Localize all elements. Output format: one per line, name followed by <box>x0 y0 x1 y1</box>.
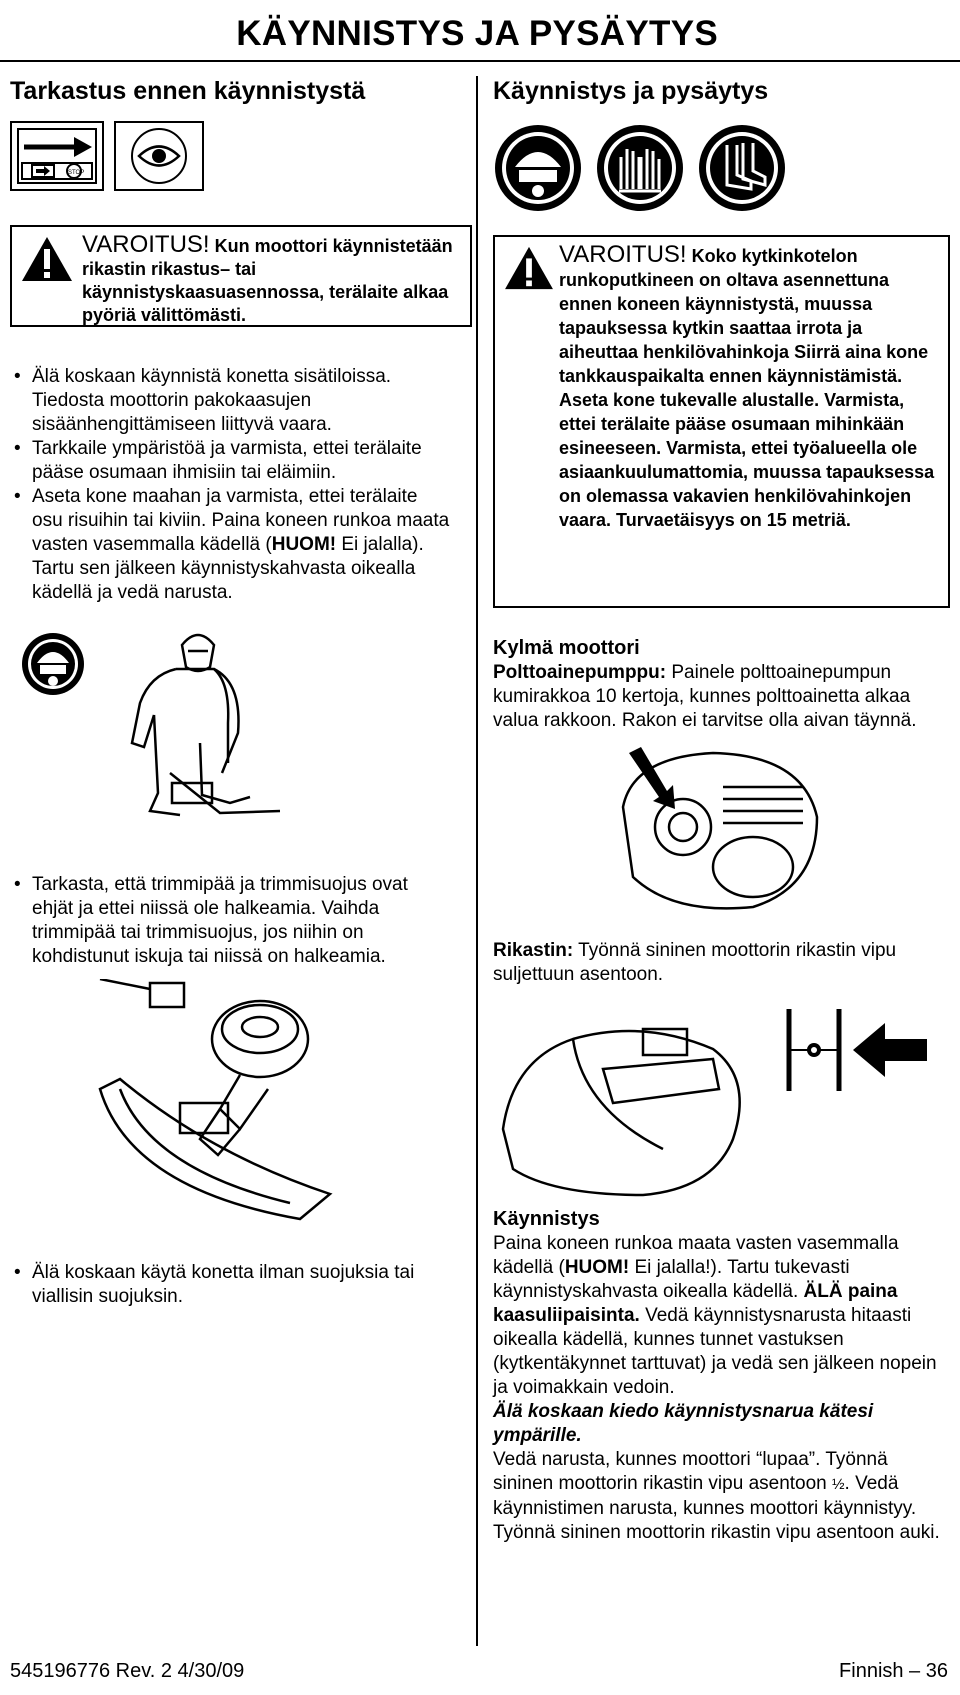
page-title: KÄYNNISTYS JA PYSÄYTYS <box>236 14 718 53</box>
warning-text-first: Koko kytkinkotelon <box>691 246 858 267</box>
note-label: HUOM! <box>564 1257 630 1279</box>
list-item: • Tarkkaile ympäristöä ja varmista, ettei terälaite pääse osumaan ihmisiin tai eläimiin. <box>10 437 450 485</box>
helmet-protection-icon <box>20 631 86 697</box>
rope-warning: Älä koskaan kiedo käynnistysnarua kätesi ympärille. <box>493 1401 874 1447</box>
fuel-pump-instructions: Painele polttoainepumpun kumirakkoa 10 kertoja, kunnes polttoainetta alkaa valua rakkoon. Rakon ei tarvitse olla aivan täynnä. <box>493 662 917 732</box>
ppe-icon-row <box>493 123 948 219</box>
list-item: • Älä koskaan käytä konetta ilman suojuksia tai viallisin suojuksin. <box>10 1261 450 1309</box>
header-rule <box>0 60 960 62</box>
warning-label: VAROITUS! <box>559 241 687 269</box>
boots-icon <box>697 123 787 213</box>
page-number: Finnish – 36 <box>839 1660 948 1682</box>
cold-engine-heading: Kylmä moottori <box>493 637 640 660</box>
starting-text-part: . Vedä käynnistimen narusta, kunnes moottori käynnistyy. Työnnä sininen moottorin rikastin vipu asentoon auki. <box>493 1473 940 1544</box>
left-column <box>10 70 465 1309</box>
checklist <box>10 365 450 605</box>
choke-illustration <box>493 999 948 1199</box>
primer-illustration <box>493 747 948 917</box>
list-item: • Älä koskaan käynnistä konetta sisätiloissa. Tiedosta moottorin pakokaasujen sisäänhengittämiseen liittyvä vaara. <box>10 365 450 437</box>
column-divider <box>476 76 478 1646</box>
warning-text: käynnistetään rikastin rikastus– tai käynnistyskaasuasennossa, terälaite alkaa pyöriä välittömästi. <box>82 236 453 326</box>
fuel-pump-text <box>493 661 948 733</box>
bullet-text: Aseta kone maahan ja varmista, ettei terälaite osu risuihin tai kiviin. Paina koneen runkoa maata vasten vasemmalla kädellä ( <box>32 486 450 556</box>
right-heading: Käynnistys ja pysäytys <box>493 77 769 105</box>
starting-text-part: Ei jalalla!). Tartu tukevasti käynnistyskahvasta oikealla kädellä. <box>493 1257 850 1303</box>
eye-icon <box>114 121 204 191</box>
warning-text-first: Kun moottori <box>214 236 328 257</box>
warning-text: runkoputkineen on oltava asennettuna ennen koneen käynnistystä, muussa tapauksessa kytkin saattaa irrota ja aiheuttaa henkilövahinkoja Siirrä aina kone tankkauspaikalta ennen käynnistämistä. Aseta kone tukevalle alustalle. Varmista, ettei terälaite pääse osumaan mihinkään esineeseen. Varmista, ettei työalueella ole asiaankuulumattomia, muussa tapauksessa on olemassa vakavien henkilövahinkojen vaara. Turvaetäisyys on 15 metriä. <box>559 270 935 531</box>
throttle-warning: ÄLÄ paina kaasuliipaisinta. <box>493 1281 898 1327</box>
svg-text:STOP: STOP <box>68 170 85 177</box>
read-manual-icon <box>10 121 104 191</box>
document-id: 545196776 Rev. 2 4/30/09 <box>10 1660 245 1682</box>
icon-row <box>10 121 465 195</box>
starting-text-part: Paina koneen runkoa maata vasten vasemmalla kädellä ( <box>493 1233 899 1279</box>
half-symbol: ½ <box>832 1476 845 1494</box>
choke-label: Rikastin: <box>493 940 574 962</box>
helmet-ear-eye-protection-icon <box>493 123 583 213</box>
operator-illustration <box>10 623 465 843</box>
starting-text-2 <box>493 1448 948 1545</box>
starting-text-part: Vedä käynnistysnarusta hitaasti oikealla kädellä, kunnes tunnet vastuksen (kytkentäkynnet tarttuvat) ja vedä sen jälkeen nopein ja voimakkain vedoin. <box>493 1305 937 1399</box>
list-item: • Tarkasta, että trimmipää ja trimmisuojus ovat ehjät ja ettei niissä ole halkeamia. Vaihda trimmipää tai trimmisuojus, jos niihin on kohdistunut iskuja tai niissä on halkeamia. <box>10 873 450 969</box>
choke-text <box>493 939 948 987</box>
checklist-trimmer <box>10 873 450 969</box>
operator-figure <box>110 623 290 833</box>
warning-triangle-icon <box>20 235 74 283</box>
choke-position-symbol <box>789 1009 927 1091</box>
warning-label: VAROITUS! <box>82 231 210 259</box>
checklist-guards <box>10 1261 450 1309</box>
warning-triangle-icon <box>503 245 555 291</box>
starting-section <box>493 1207 948 1545</box>
bullet-text: Ei jalalla). Tartu sen jälkeen käynnistyskahvasta oikealla kädellä ja vedä narusta. <box>32 534 424 604</box>
gloves-icon <box>595 123 685 213</box>
starting-text <box>493 1232 948 1400</box>
note-label: HUOM! <box>271 534 337 556</box>
right-column <box>493 70 948 1545</box>
trimmer-head-illustration <box>10 979 465 1239</box>
cold-engine-section <box>493 636 948 733</box>
fuel-pump-label: Polttoainepumppu: <box>493 662 667 684</box>
starting-text-part: Vedä narusta, kunnes moottori “lupaa”. Työnnä sininen moottorin rikastin vipu asentoon <box>493 1449 888 1495</box>
warning-box-start <box>10 225 472 327</box>
list-item <box>10 485 450 605</box>
warning-box-clutch <box>493 235 950 608</box>
starting-heading: Käynnistys <box>493 1208 600 1231</box>
left-heading: Tarkastus ennen käynnistystä <box>10 77 366 105</box>
choke-instructions: Työnnä sininen moottorin rikastin vipu suljettuun asentoon. <box>493 940 897 986</box>
